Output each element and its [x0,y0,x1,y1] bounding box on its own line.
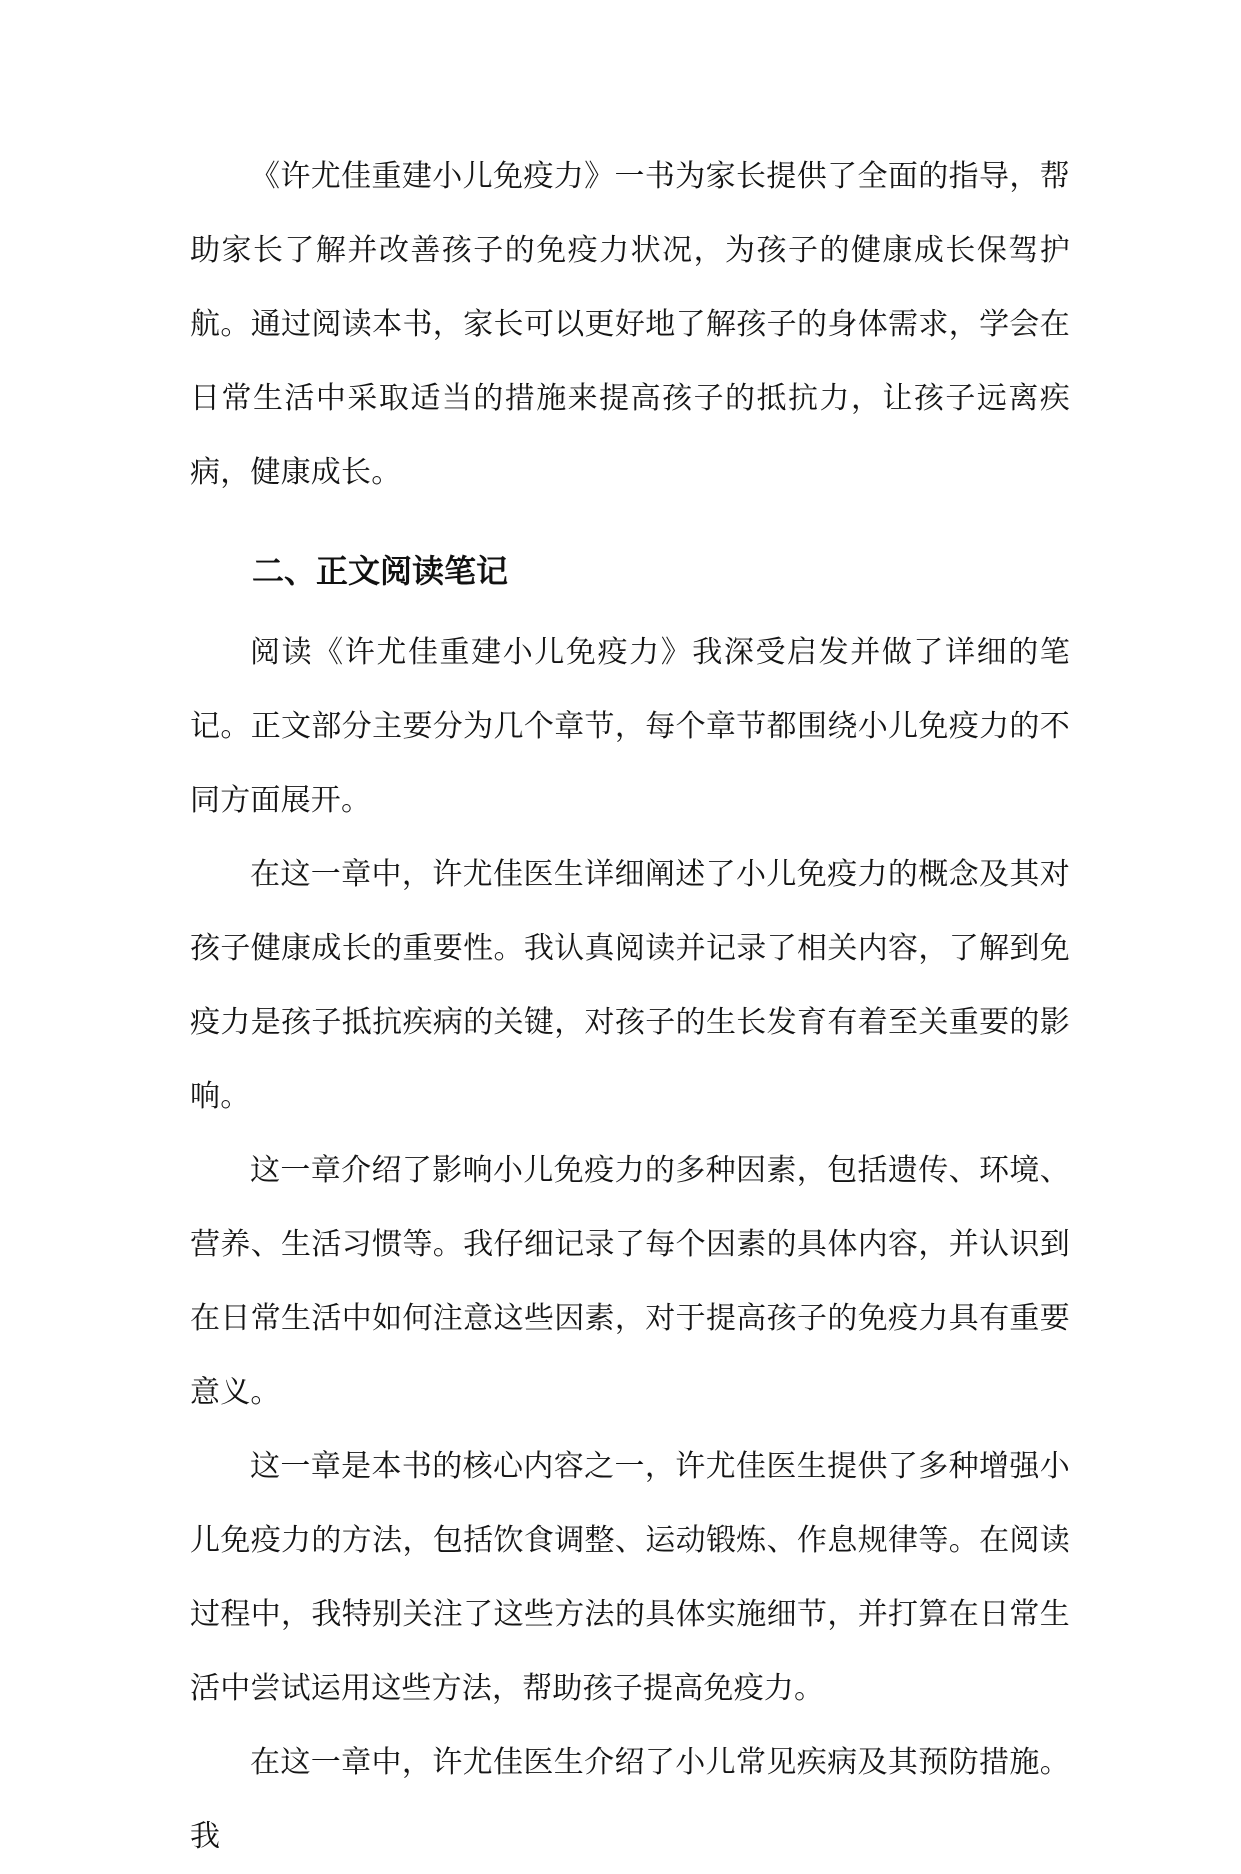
intro-paragraph: 《许尤佳重建小儿免疫力》一书为家长提供了全面的指导，帮助家长了解并改善孩子的免疫力状况，为孩子的健康成长保驾护航。通过阅读本书，家长可以更好地了解孩子的身体需求，学会在日常生活中采取适当的措施来提高孩子的抵抗力，让孩子远离疾病，健康成长。 [190,159,1070,490]
body-paragraph: 这一章是本书的核心内容之一，许尤佳医生提供了多种增强小儿免疫力的方法，包括饮食调整、运动锻炼、作息规律等。在阅读过程中，我特别关注了这些方法的具体实施细节，并打算在日常生活中尝试运用这些方法，帮助孩子提高免疫力。 [190,1449,1070,1706]
document-body [190,140,1070,1874]
body-paragraph: 在这一章中，许尤佳医生详细阐述了小儿免疫力的概念及其对孩子健康成长的重要性。我认真阅读并记录了相关内容，了解到免疫力是孩子抵抗疾病的关键，对孩子的生长发育有着至关重要的影响。 [190,857,1070,1114]
body-paragraph: 这一章介绍了影响小儿免疫力的多种因素，包括遗传、环境、营养、生活习惯等。我仔细记录了每个因素的具体内容，并认识到在日常生活中如何注意这些因素，对于提高孩子的免疫力具有重要意义。 [190,1153,1070,1410]
body-paragraph: 阅读《许尤佳重建小儿免疫力》我深受启发并做了详细的笔记。正文部分主要分为几个章节，每个章节都围绕小儿免疫力的不同方面展开。 [190,635,1070,818]
body-paragraph: 在这一章中，许尤佳医生介绍了小儿常见疾病及其预防措施。我 [190,1745,1070,1854]
section-heading: 二、正文阅读笔记 [252,552,509,590]
